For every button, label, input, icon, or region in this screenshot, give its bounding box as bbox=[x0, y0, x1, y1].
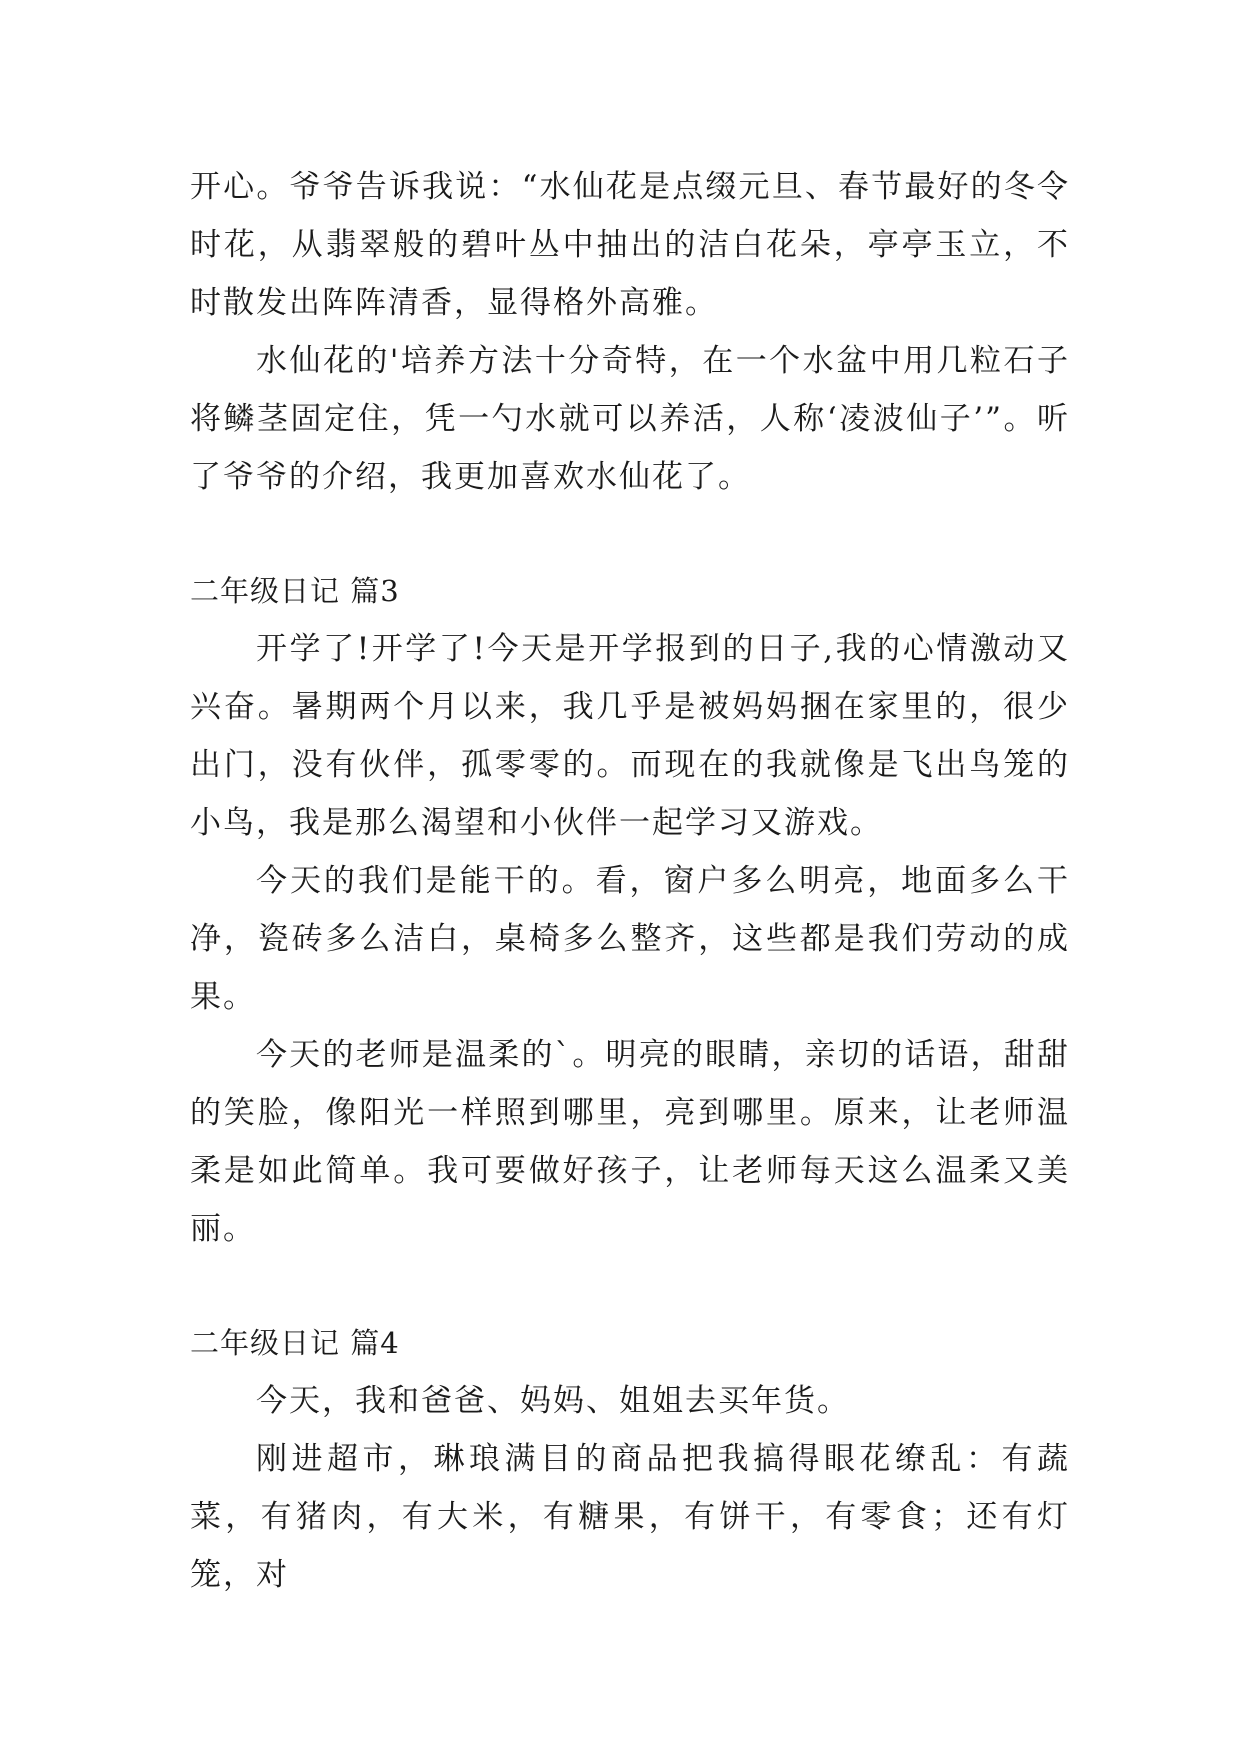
paragraph: 开学了!开学了!今天是开学报到的日子,我的心情激动又兴奋。暑期两个月以来，我几乎是被妈妈捆在家里的，很少出门，没有伙伴，孤零零的。而现在的我就像是飞出鸟笼的小鸟，我是那么渴望和小伙伴一起学习又游戏。 bbox=[190, 631, 1070, 841]
paragraph: 水仙花的'培养方法十分奇特，在一个水盆中用几粒石子将鳞茎固定住，凭一勺水就可以养活，人称‘凌波仙子’”。听了爷爷的介绍，我更加喜欢水仙花了。 bbox=[190, 343, 1070, 495]
section-spacer bbox=[190, 506, 1070, 562]
paragraph: 今天的我们是能干的。看，窗户多么明亮，地面多么干净，瓷砖多么洁白，桌椅多么整齐，这些都是我们劳动的成果。 bbox=[190, 863, 1070, 1015]
section-spacer bbox=[190, 1258, 1070, 1314]
paragraph: 今天，我和爸爸、妈妈、姐姐去买年货。 bbox=[256, 1383, 850, 1419]
paragraph: 刚进超市，琳琅满目的商品把我搞得眼花缭乱：有蔬菜，有猪肉，有大米，有糖果，有饼干，有零食；还有灯笼，对 bbox=[190, 1441, 1070, 1593]
section-heading: 二年级日记 篇4 bbox=[190, 1326, 400, 1360]
paragraph: 开心。爷爷告诉我说：“水仙花是点缀元旦、春节最好的冬令时花，从翡翠般的碧叶丛中抽出的洁白花朵，亭亭玉立，不时散发出阵阵清香，显得格外高雅。 bbox=[190, 169, 1070, 321]
document-page bbox=[190, 158, 1070, 1604]
paragraph: 今天的老师是温柔的`。明亮的眼睛，亲切的话语，甜甜的笑脸，像阳光一样照到哪里，亮到哪里。原来，让老师温柔是如此简单。我可要做好孩子，让老师每天这么温柔又美丽。 bbox=[190, 1037, 1070, 1247]
section-heading: 二年级日记 篇3 bbox=[190, 574, 400, 608]
